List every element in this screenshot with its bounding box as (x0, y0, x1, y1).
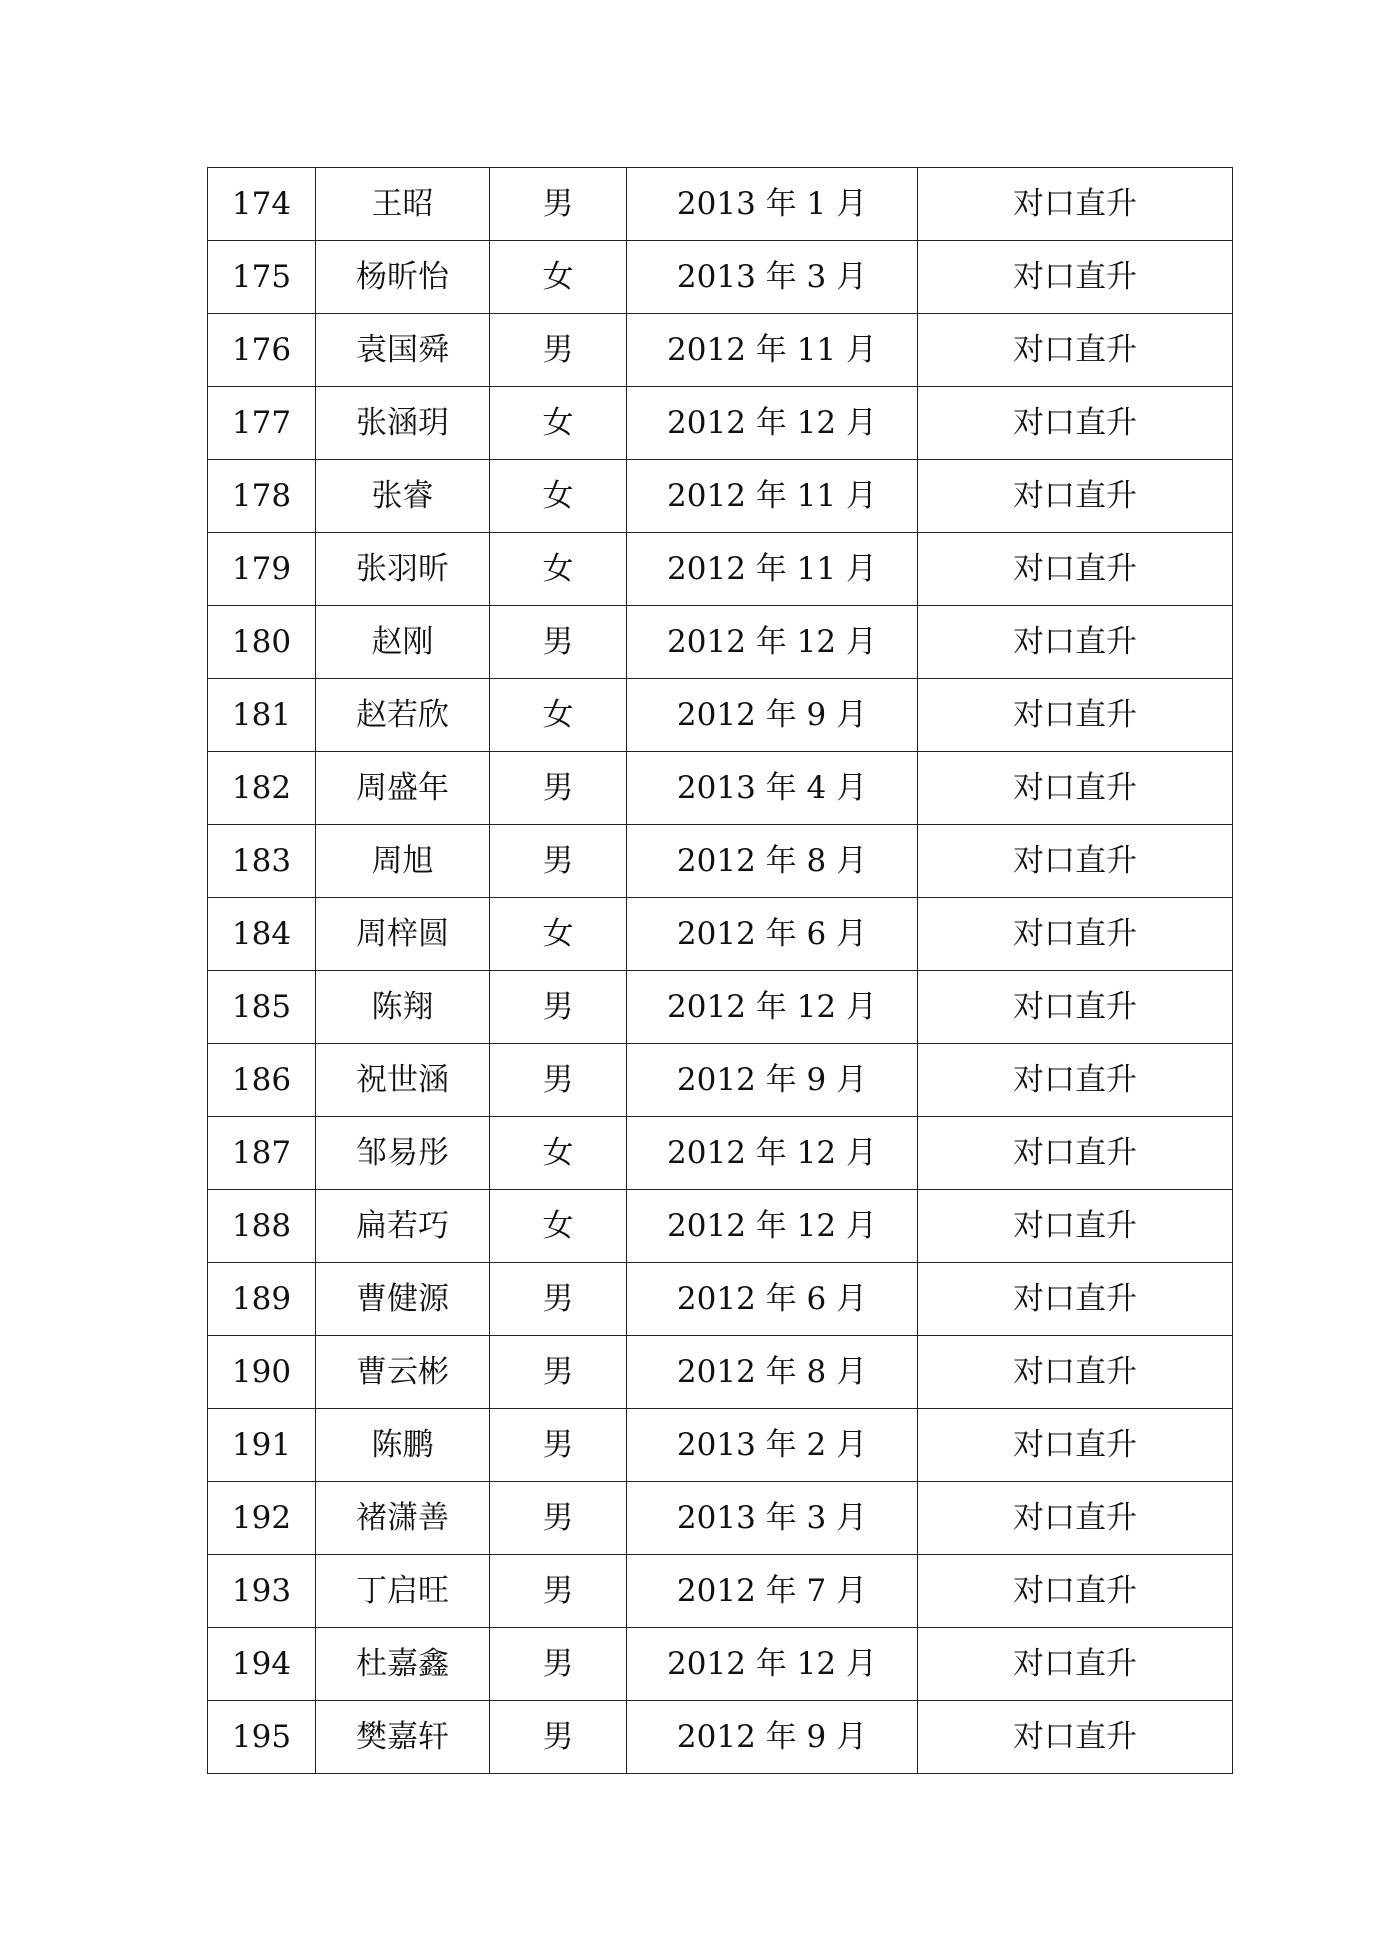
cell-number: 180 (208, 606, 316, 679)
cell-birth-date: 2013 年 1 月 (627, 168, 918, 241)
cell-name: 杨昕怡 (316, 241, 490, 314)
cell-admission-method: 对口直升 (918, 971, 1233, 1044)
cell-name: 张羽昕 (316, 533, 490, 606)
cell-birth-date: 2013 年 3 月 (627, 1482, 918, 1555)
cell-birth-date: 2012 年 12 月 (627, 387, 918, 460)
cell-number: 174 (208, 168, 316, 241)
cell-admission-method: 对口直升 (918, 752, 1233, 825)
cell-birth-date: 2012 年 12 月 (627, 1117, 918, 1190)
cell-birth-date: 2013 年 3 月 (627, 241, 918, 314)
cell-birth-date: 2012 年 11 月 (627, 533, 918, 606)
table-row (208, 1190, 1233, 1263)
cell-number: 186 (208, 1044, 316, 1117)
cell-birth-date: 2012 年 11 月 (627, 314, 918, 387)
cell-name: 袁国舜 (316, 314, 490, 387)
table-row (208, 168, 1233, 241)
cell-name: 陈鹏 (316, 1409, 490, 1482)
table-row (208, 1263, 1233, 1336)
cell-name: 王昭 (316, 168, 490, 241)
cell-gender: 男 (490, 606, 627, 679)
cell-birth-date: 2013 年 4 月 (627, 752, 918, 825)
cell-number: 181 (208, 679, 316, 752)
cell-number: 192 (208, 1482, 316, 1555)
cell-name: 杜嘉鑫 (316, 1628, 490, 1701)
cell-admission-method: 对口直升 (918, 168, 1233, 241)
table-row (208, 971, 1233, 1044)
cell-gender: 男 (490, 1044, 627, 1117)
table-row (208, 606, 1233, 679)
cell-name: 周旭 (316, 825, 490, 898)
table-row (208, 898, 1233, 971)
cell-gender: 男 (490, 1482, 627, 1555)
table-row (208, 1555, 1233, 1628)
table-row (208, 241, 1233, 314)
cell-number: 175 (208, 241, 316, 314)
cell-number: 187 (208, 1117, 316, 1190)
cell-number: 194 (208, 1628, 316, 1701)
cell-name: 邹易彤 (316, 1117, 490, 1190)
cell-admission-method: 对口直升 (918, 1555, 1233, 1628)
cell-admission-method: 对口直升 (918, 1336, 1233, 1409)
table-row (208, 460, 1233, 533)
cell-gender: 女 (490, 533, 627, 606)
cell-gender: 女 (490, 241, 627, 314)
cell-number: 177 (208, 387, 316, 460)
cell-admission-method: 对口直升 (918, 241, 1233, 314)
cell-name: 樊嘉轩 (316, 1701, 490, 1774)
cell-birth-date: 2012 年 11 月 (627, 460, 918, 533)
cell-birth-date: 2013 年 2 月 (627, 1409, 918, 1482)
cell-birth-date: 2012 年 8 月 (627, 1336, 918, 1409)
cell-number: 190 (208, 1336, 316, 1409)
cell-birth-date: 2012 年 12 月 (627, 1190, 918, 1263)
cell-admission-method: 对口直升 (918, 679, 1233, 752)
table-row (208, 1117, 1233, 1190)
cell-gender: 男 (490, 971, 627, 1044)
cell-admission-method: 对口直升 (918, 1628, 1233, 1701)
cell-name: 赵刚 (316, 606, 490, 679)
cell-number: 182 (208, 752, 316, 825)
cell-gender: 男 (490, 825, 627, 898)
cell-gender: 女 (490, 1190, 627, 1263)
table-row (208, 825, 1233, 898)
cell-number: 178 (208, 460, 316, 533)
cell-number: 189 (208, 1263, 316, 1336)
cell-name: 丁启旺 (316, 1555, 490, 1628)
cell-admission-method: 对口直升 (918, 387, 1233, 460)
cell-birth-date: 2012 年 9 月 (627, 679, 918, 752)
cell-name: 张睿 (316, 460, 490, 533)
cell-admission-method: 对口直升 (918, 1482, 1233, 1555)
roster-body (208, 168, 1233, 1774)
cell-name: 褚潇善 (316, 1482, 490, 1555)
cell-number: 176 (208, 314, 316, 387)
cell-name: 曹云彬 (316, 1336, 490, 1409)
cell-name: 陈翔 (316, 971, 490, 1044)
cell-gender: 男 (490, 1628, 627, 1701)
cell-name: 周梓圆 (316, 898, 490, 971)
table-row (208, 1044, 1233, 1117)
table-row (208, 1409, 1233, 1482)
cell-number: 193 (208, 1555, 316, 1628)
cell-name: 周盛年 (316, 752, 490, 825)
cell-admission-method: 对口直升 (918, 460, 1233, 533)
cell-number: 179 (208, 533, 316, 606)
cell-admission-method: 对口直升 (918, 1044, 1233, 1117)
cell-name: 张涵玥 (316, 387, 490, 460)
cell-name: 曹健源 (316, 1263, 490, 1336)
cell-admission-method: 对口直升 (918, 898, 1233, 971)
cell-admission-method: 对口直升 (918, 1409, 1233, 1482)
cell-birth-date: 2012 年 12 月 (627, 606, 918, 679)
cell-admission-method: 对口直升 (918, 314, 1233, 387)
cell-gender: 男 (490, 1336, 627, 1409)
table-row (208, 533, 1233, 606)
cell-birth-date: 2012 年 12 月 (627, 971, 918, 1044)
cell-admission-method: 对口直升 (918, 533, 1233, 606)
cell-number: 185 (208, 971, 316, 1044)
table-row (208, 387, 1233, 460)
cell-gender: 男 (490, 1555, 627, 1628)
cell-gender: 女 (490, 679, 627, 752)
cell-birth-date: 2012 年 8 月 (627, 825, 918, 898)
cell-admission-method: 对口直升 (918, 1701, 1233, 1774)
cell-gender: 男 (490, 1409, 627, 1482)
cell-admission-method: 对口直升 (918, 1117, 1233, 1190)
cell-admission-method: 对口直升 (918, 1263, 1233, 1336)
table-row (208, 752, 1233, 825)
table-row (208, 1628, 1233, 1701)
student-roster-table (207, 167, 1233, 1774)
cell-birth-date: 2012 年 9 月 (627, 1701, 918, 1774)
cell-number: 191 (208, 1409, 316, 1482)
cell-admission-method: 对口直升 (918, 606, 1233, 679)
cell-gender: 男 (490, 168, 627, 241)
cell-gender: 女 (490, 898, 627, 971)
cell-number: 188 (208, 1190, 316, 1263)
table-row (208, 679, 1233, 752)
cell-gender: 男 (490, 1263, 627, 1336)
table-row (208, 1482, 1233, 1555)
cell-number: 184 (208, 898, 316, 971)
cell-gender: 女 (490, 387, 627, 460)
cell-gender: 男 (490, 314, 627, 387)
cell-birth-date: 2012 年 6 月 (627, 1263, 918, 1336)
cell-birth-date: 2012 年 9 月 (627, 1044, 918, 1117)
cell-birth-date: 2012 年 6 月 (627, 898, 918, 971)
cell-birth-date: 2012 年 7 月 (627, 1555, 918, 1628)
cell-gender: 女 (490, 460, 627, 533)
cell-gender: 男 (490, 1701, 627, 1774)
cell-name: 扁若巧 (316, 1190, 490, 1263)
cell-admission-method: 对口直升 (918, 825, 1233, 898)
table-row (208, 1701, 1233, 1774)
cell-name: 祝世涵 (316, 1044, 490, 1117)
cell-name: 赵若欣 (316, 679, 490, 752)
cell-number: 183 (208, 825, 316, 898)
table-row (208, 1336, 1233, 1409)
cell-gender: 男 (490, 752, 627, 825)
cell-number: 195 (208, 1701, 316, 1774)
table-row (208, 314, 1233, 387)
cell-admission-method: 对口直升 (918, 1190, 1233, 1263)
cell-birth-date: 2012 年 12 月 (627, 1628, 918, 1701)
cell-gender: 女 (490, 1117, 627, 1190)
